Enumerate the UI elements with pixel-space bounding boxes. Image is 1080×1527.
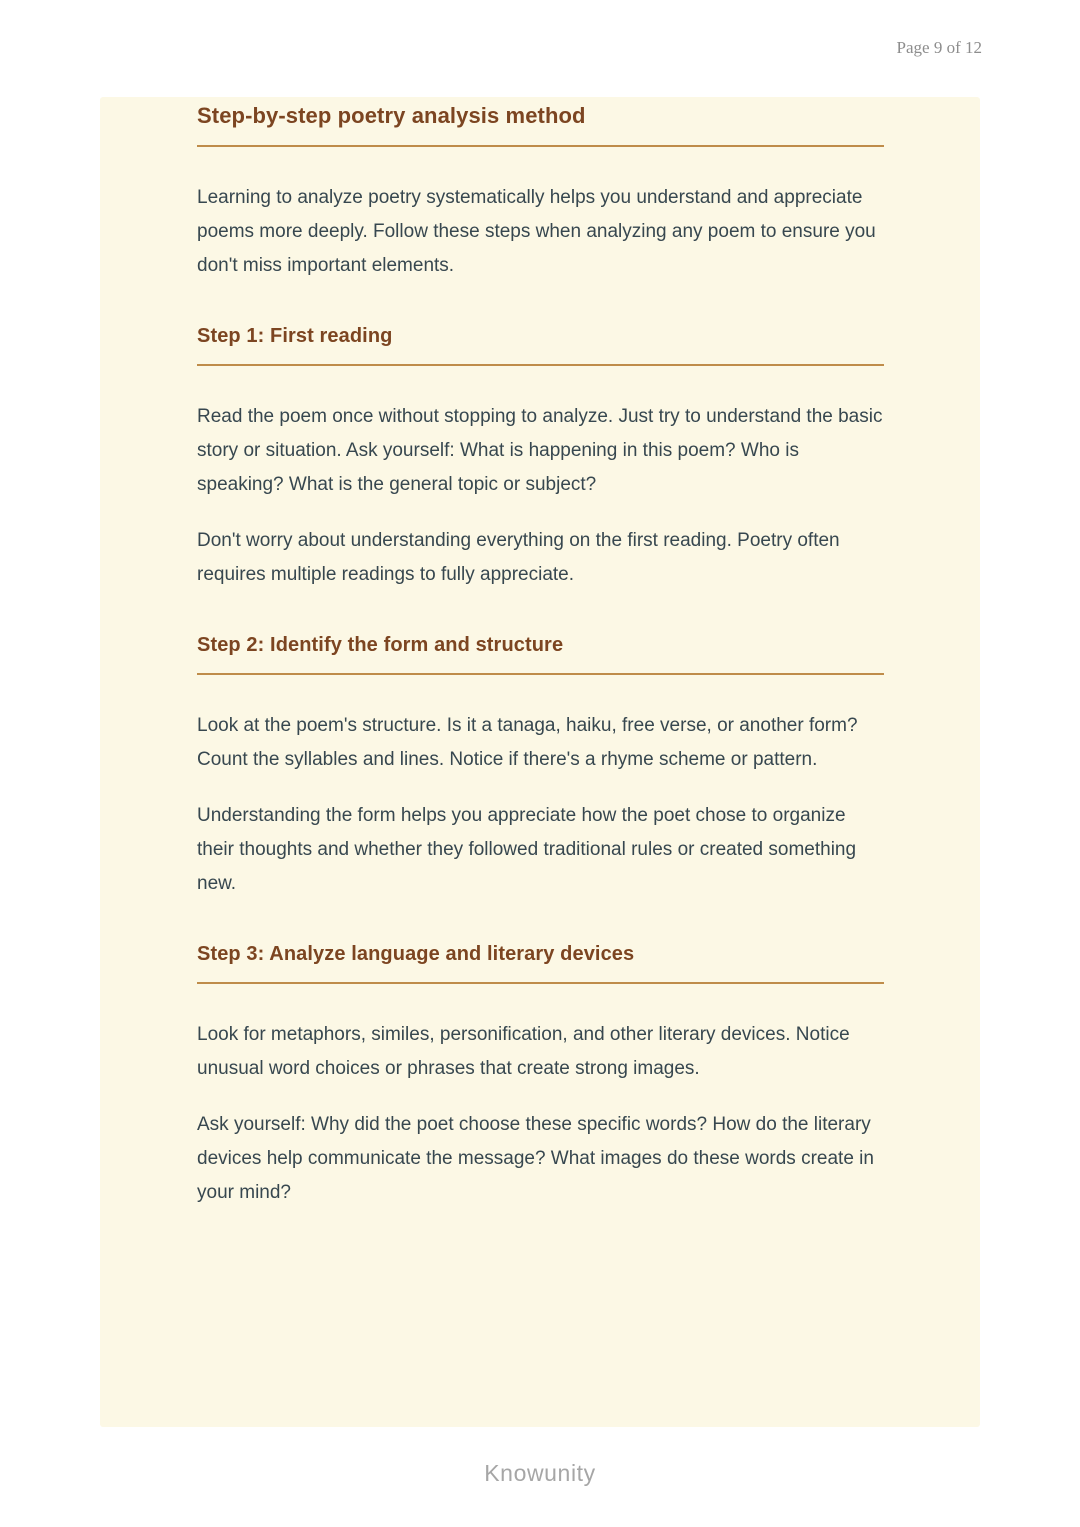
section-paragraph: Look at the poem's structure. Is it a tanaga, haiku, free verse, or another form? Count the syllables and lines. Notice if there's a rhyme scheme or pattern. (197, 715, 858, 770)
section-paragraph: Don't worry about understanding everything on the first reading. Poetry often requires multiple readings to fully appreciate. (197, 530, 840, 585)
section-paragraph: Understanding the form helps you appreciate how the poet chose to organize their thoughts and whether they followed traditional rules or created something new. (197, 805, 857, 894)
section-underline (197, 982, 884, 984)
footer-brand: Knowunity (484, 1460, 596, 1486)
section-underline (197, 364, 884, 366)
section-paragraph: Ask yourself: Why did the poet choose these specific words? How do the literary devices help communicate the message? What images do these words create in your mind? (197, 1114, 874, 1203)
section-heading-step-1: Step 1: First reading (197, 325, 393, 347)
section-underline (197, 673, 884, 675)
document-title: Step-by-step poetry analysis method (197, 103, 586, 128)
intro-paragraph: Learning to analyze poetry systematically helps you understand and appreciate poems more deeply. Follow these steps when analyzing any poem to ensure you don't miss important elements. (197, 187, 876, 276)
section-step-3 (197, 941, 884, 1210)
page-indicator: Page 9 of 12 (896, 38, 982, 57)
section-paragraph: Read the poem once without stopping to analyze. Just try to understand the basic story or situation. Ask yourself: What is happening in this poem? Who is speaking? What is the general topic or subject? (197, 406, 883, 495)
section-heading-step-2: Step 2: Identify the form and structure (197, 634, 564, 656)
section-heading-step-3: Step 3: Analyze language and literary devices (197, 943, 635, 965)
title-underline (197, 145, 884, 147)
section-step-2 (197, 632, 884, 901)
content-card (100, 97, 980, 1427)
section-paragraph: Look for metaphors, similes, personification, and other literary devices. Notice unusual word choices or phrases that create strong images. (197, 1024, 850, 1079)
section-step-1 (197, 323, 884, 592)
